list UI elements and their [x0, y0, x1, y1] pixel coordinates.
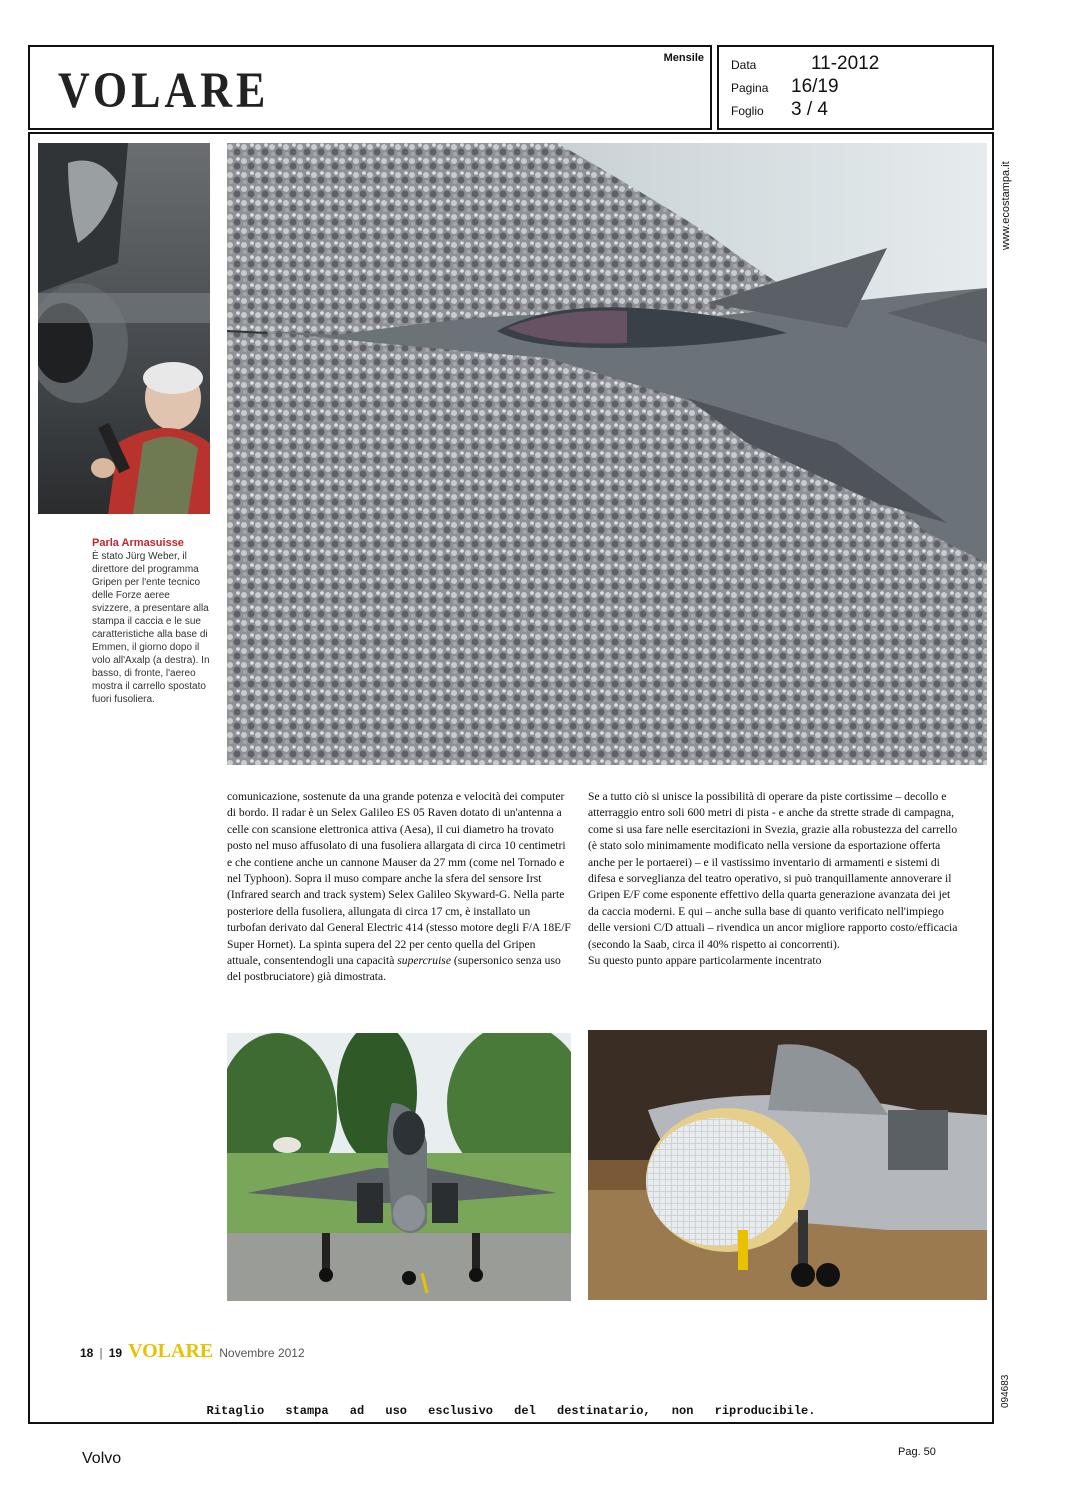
col2-paragraph-2: Su questo punto appare particolarmente incentrato [588, 954, 822, 968]
client-name: Volvo [82, 1450, 122, 1467]
folio-issue: Novembre 2012 [219, 1346, 305, 1360]
folio: 18 | 19 VOLARE Novembre 2012 [80, 1340, 305, 1362]
meta-date-value: 11-2012 [811, 53, 880, 74]
folio-page-left: 18 [80, 1346, 94, 1360]
folio-logo: VOLARE [128, 1340, 214, 1362]
side-code-text: 094683 [1000, 1374, 1011, 1408]
meta-date [731, 53, 879, 75]
photo-caption [92, 537, 210, 706]
side-url-text: www.ecostampa.it [1000, 161, 1012, 250]
radar-nose-photo [588, 1030, 987, 1300]
metadata-box [717, 45, 994, 130]
magazine-logo: VOLARE [58, 62, 270, 119]
col1-text-a: comunicazione, sostenute da una grande potenza e velocità dei computer di bordo. Il radar è un Selex Galileo ES 05 Raven dotato di un'antenna a celle con scansione elettronica attiva (Aesa), il cui diametro ha trovato posto nel muso affusolato di una fusoliera allargata di circa 10 centimetri e che contiene anche un cannone Mauser da 27 mm (come nel Tornado e nel Typhoon). Sopra il muso compare anche la sfera del sensore Irst (Infrared search and track system) Selex Galileo Skyward-G. Nella parte posteriore della fusoliera, allungata di circa 17 cm, è installato un turbofan derivato dal General Electric 414 (stesso motore degli F/A 18E/F Super Hornet). La spinta supera del 22 per cento quella del Gripen attuale, consentendogli una capacità [227, 790, 571, 968]
meta-date-label: Data [731, 58, 757, 72]
portrait-photo [38, 143, 210, 514]
disclaimer: Ritaglio stampa ad uso esclusivo del destinatario, non riproducibile. [206, 1404, 816, 1418]
col1-text-b: (supersonico senza uso del postbruciatore) già dimostrata. [227, 954, 561, 984]
folio-page-right: 19 [108, 1346, 123, 1360]
meta-sheet [731, 99, 828, 121]
body-column-2 [588, 789, 958, 969]
gripen-flight-photo [227, 143, 987, 765]
masthead-box [28, 45, 712, 130]
page-number: Pag. 50 [898, 1446, 936, 1458]
col2-paragraph-1: Se a tutto ciò si unisce la possibilità di operare da piste cortissime – decollo e atterraggio entro soli 600 metri di pista - e anche da strette strade di campagna, come si usa fare nelle esercitazioni in Svezia, grazie alla robustezza del carrello (è stato solo minimamente modificato nella versione da esportazione offerta anche per le portaerei) – e il vastissimo inventario di armamenti e sistemi di difesa e sorveglianza del teatro operativo, si può tranquillamente annoverare il Gripen E/F come esponente effettivo della quarta generazione avanzata dei jet da caccia moderni. E qui – anche sulla base di quanto verificato nell'impiego delle versioni C/D attuali – rivendica un ancor migliore rapporto costo/efficacia (secondo la Saab, circa il 40% rispetto ai concorrenti). [588, 790, 958, 951]
gripen-front-photo [227, 1033, 571, 1301]
meta-sheet-label: Foglio [731, 104, 764, 118]
caption-text: È stato Jürg Weber, il direttore del programma Gripen per l'ente tecnico delle Forze aeree svizzere, a presentare alla stampa il caccia e le sue caratteristiche alla base di Emmen, il giorno dopo il volo all'Axalp (a destra). In basso, di fronte, l'aereo mostra il carrello spostato fuori fusoliera. [92, 551, 210, 705]
body-column-1 [227, 789, 572, 986]
col1-italic: supercruise [397, 954, 451, 968]
frequency-label: Mensile [663, 52, 704, 64]
side-url [1000, 150, 1016, 260]
meta-page [731, 76, 839, 98]
meta-page-value: 16/19 [791, 76, 839, 97]
meta-page-label: Pagina [731, 81, 769, 95]
meta-sheet-value: 3 / 4 [791, 99, 828, 120]
caption-title: Parla Armasuisse [92, 537, 184, 549]
